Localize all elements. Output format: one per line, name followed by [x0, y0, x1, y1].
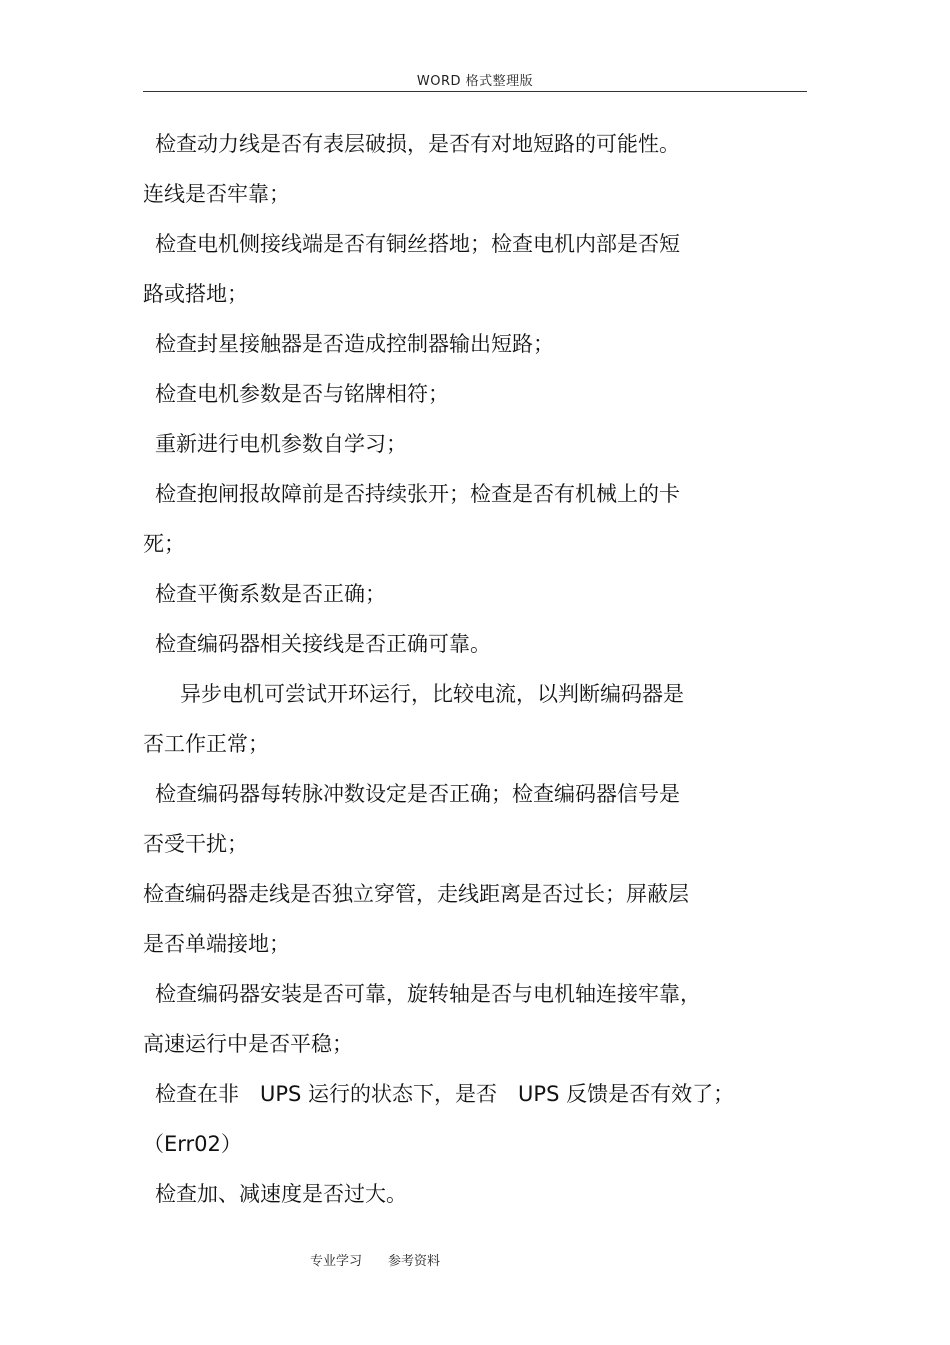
- text-line: 检查编码器走线是否独立穿管，走线距离是否过长；屏蔽层: [143, 882, 689, 906]
- text-line: 检查编码器每转脉冲数设定是否正确；检查编码器信号是: [155, 782, 680, 806]
- text-line: 否工作正常；: [143, 732, 269, 756]
- text-line: 重新进行电机参数自学习；: [155, 432, 407, 456]
- text-line: 检查编码器安装是否可靠，旋转轴是否与电机轴连接牢靠，: [155, 982, 701, 1006]
- text-line: 高速运行中是否平稳；: [143, 1032, 353, 1056]
- header-rule: [143, 91, 807, 92]
- text-line: 检查在非 UPS 运行的状态下，是否 UPS 反馈是否有效了；: [155, 1082, 735, 1106]
- footer-right-text: 参考资料: [388, 1254, 441, 1269]
- text-line: 否受干扰；: [143, 832, 248, 856]
- page-footer: [310, 1250, 440, 1269]
- text-line: 异步电机可尝试开环运行，比较电流，以判断编码器是: [180, 682, 684, 706]
- text-line: 检查动力线是否有表层破损，是否有对地短路的可能性。: [155, 132, 680, 156]
- footer-left-text: 专业学习: [310, 1254, 363, 1269]
- text-line: 是否单端接地；: [143, 932, 290, 956]
- text-line: 检查电机侧接线端是否有铜丝搭地；检查电机内部是否短: [155, 232, 680, 256]
- text-line: 死；: [143, 532, 185, 556]
- text-line: 检查封星接触器是否造成控制器输出短路；: [155, 332, 554, 356]
- text-line: （Err02）: [143, 1132, 242, 1156]
- text-line: 检查抱闸报故障前是否持续张开；检查是否有机械上的卡: [155, 482, 680, 506]
- text-line: 检查电机参数是否与铭牌相符；: [155, 382, 449, 406]
- text-line: 检查编码器相关接线是否正确可靠。: [155, 632, 491, 656]
- page-header: WORD 格式整理版: [416, 74, 534, 89]
- text-line: 检查平衡系数是否正确；: [155, 582, 386, 606]
- document-body: [143, 127, 803, 1227]
- text-line: 路或搭地；: [143, 282, 248, 306]
- text-line: 检查加、减速度是否过大。: [155, 1182, 407, 1206]
- text-line: 连线是否牢靠；: [143, 182, 290, 206]
